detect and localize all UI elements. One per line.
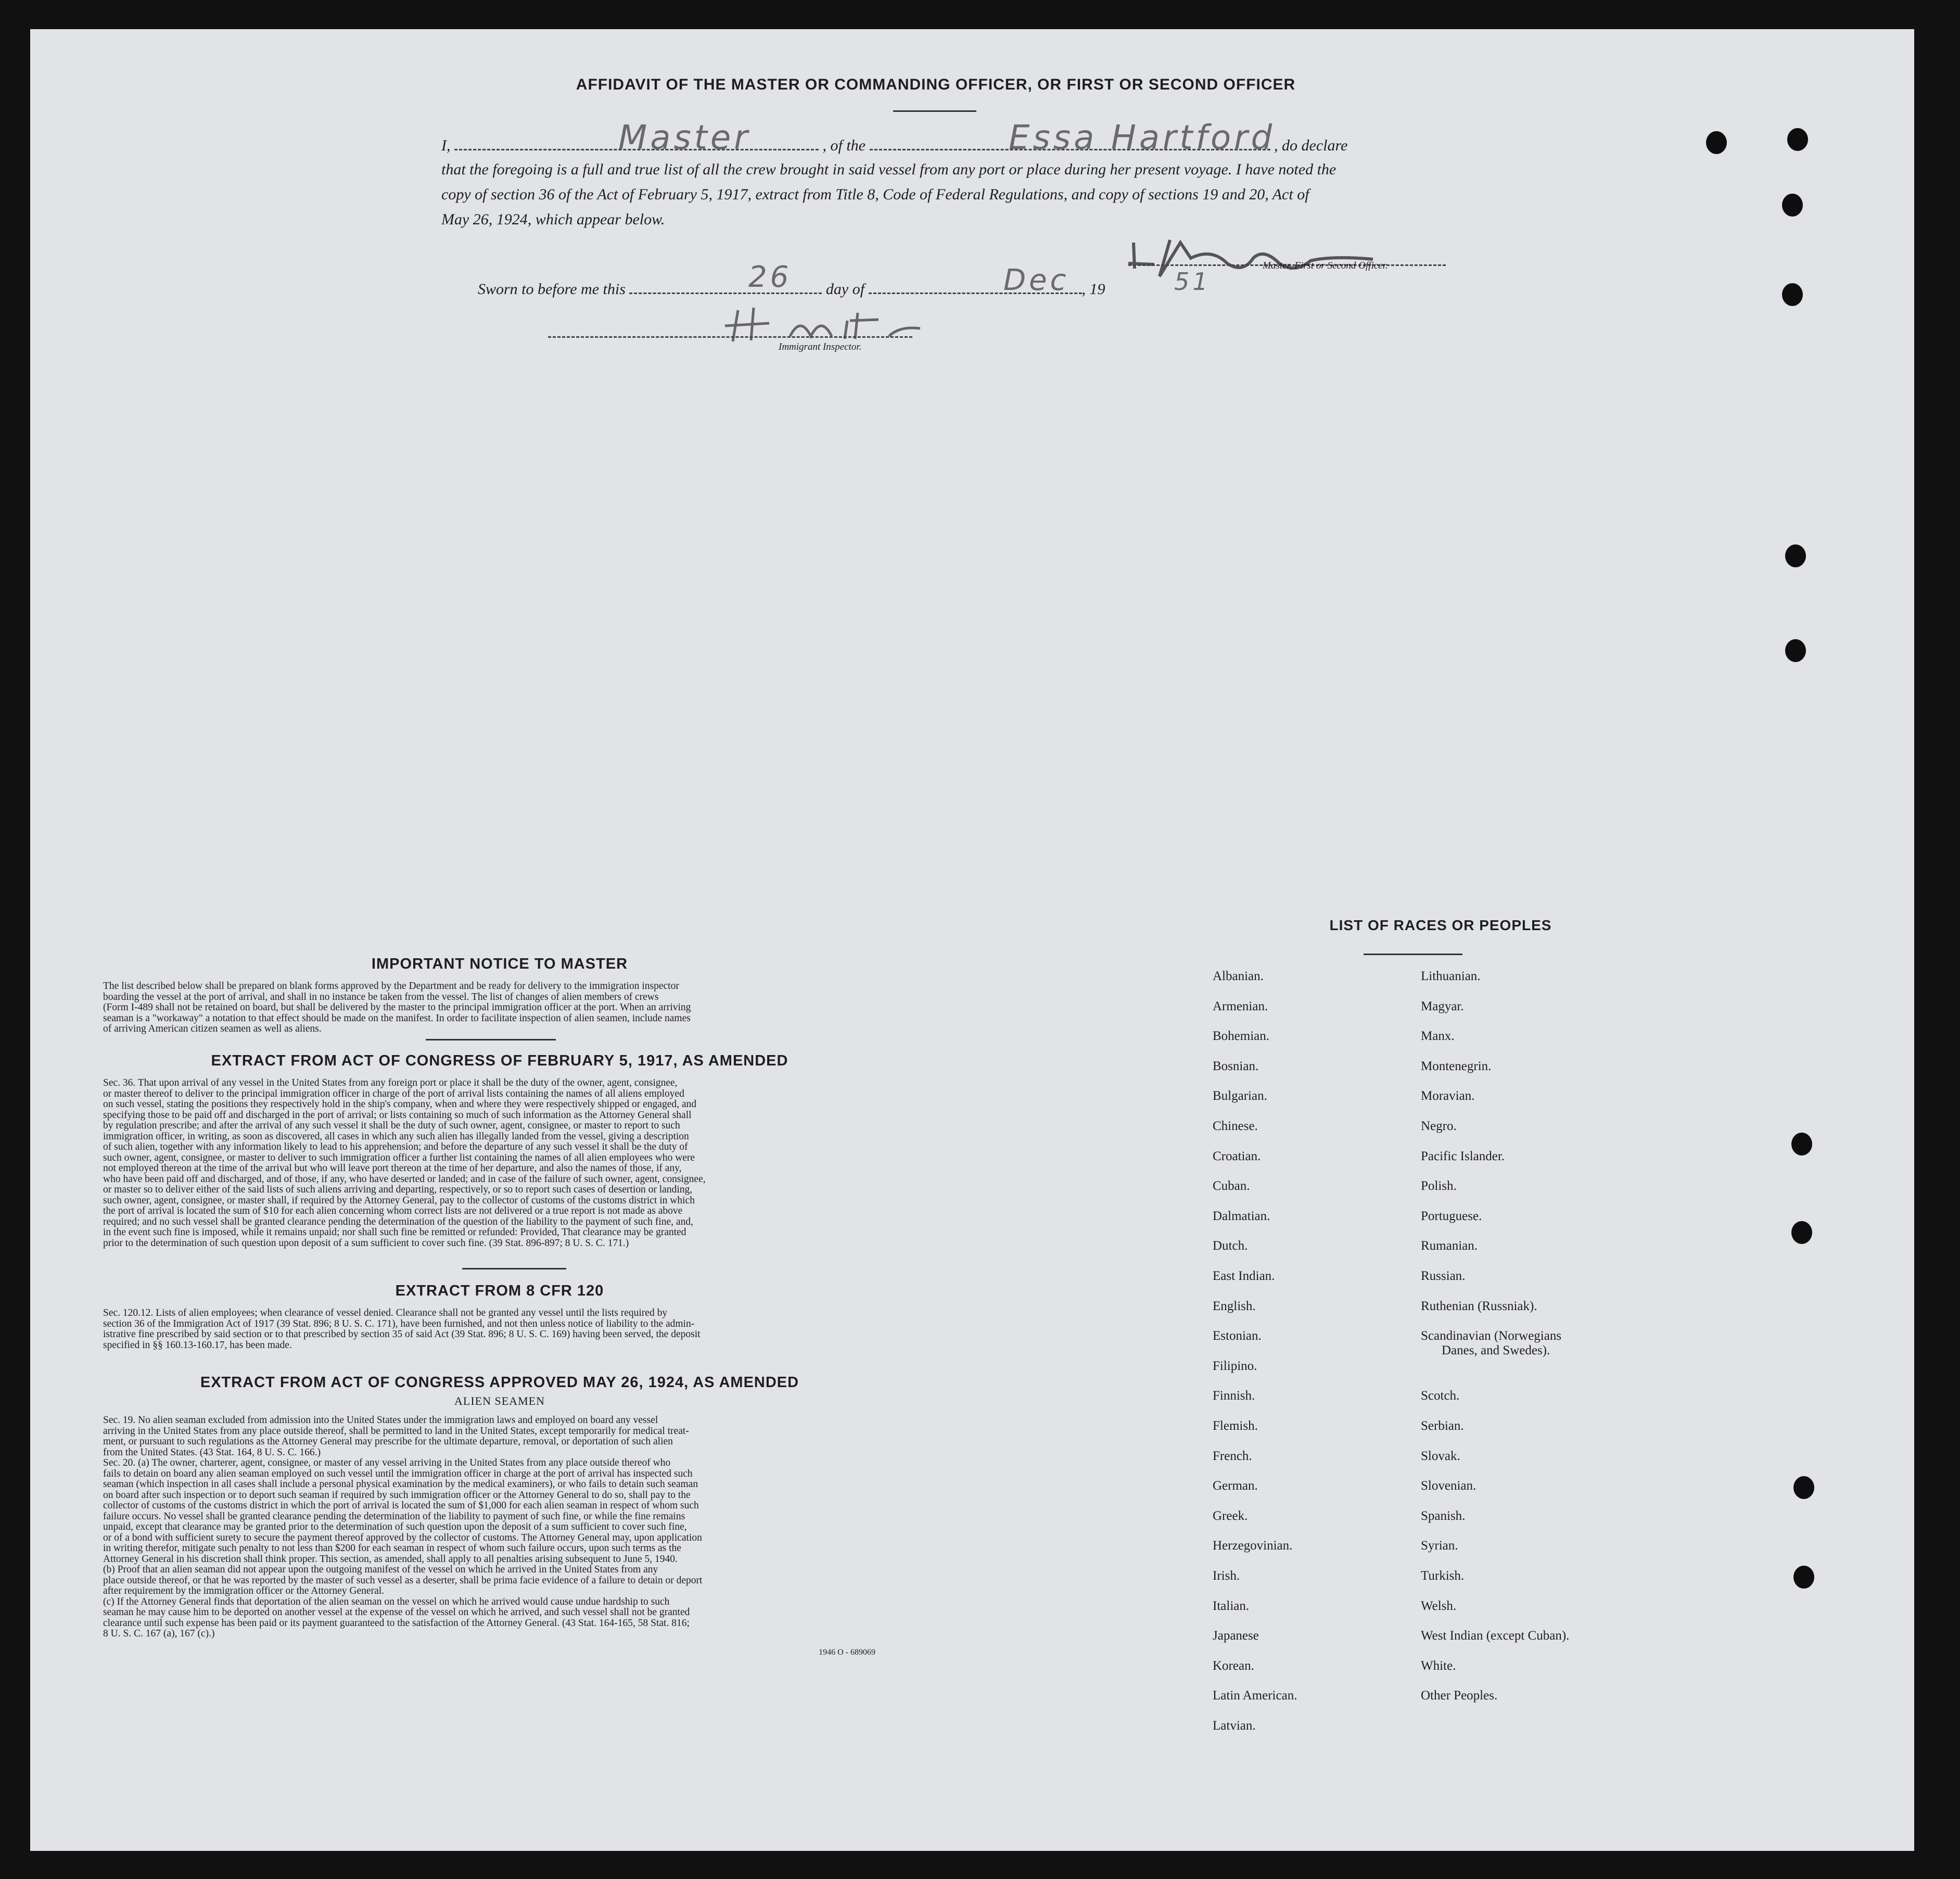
extract-1917-section xyxy=(103,1052,896,1249)
race-item: Lithuanian. xyxy=(1421,969,1481,983)
race-item: Serbian. xyxy=(1421,1419,1464,1433)
text-line: seaman (which inspection in all cases shall include a personal physical examination by the medical examiners), or who fails to detain such seaman xyxy=(103,1479,698,1490)
punch-hole xyxy=(1785,544,1806,567)
race-item: Portuguese. xyxy=(1421,1209,1482,1223)
text-line: of arriving American citizen seamen as well as aliens. xyxy=(103,1024,322,1034)
text-line: in writing therefor, mitigate such penalty to not less than $200 for each seaman in respect of whom such failure occurs, upon such terms as the xyxy=(103,1543,681,1554)
text-do-declare: , do declare xyxy=(1274,137,1348,154)
handwritten-day: 26 xyxy=(748,260,792,294)
race-item: French. xyxy=(1213,1449,1252,1463)
text-line: section 36 of the Immigration Act of 1917 (39 Stat. 896; 8 U. S. C. 171), have been furnished, and not then unless notice of liability to the admin- xyxy=(103,1318,695,1329)
race-item: Pacific Islander. xyxy=(1421,1149,1505,1163)
race-item: Estonian. xyxy=(1213,1329,1262,1343)
race-item: Negro. xyxy=(1421,1119,1457,1133)
race-item: Turkish. xyxy=(1421,1569,1465,1583)
text-line: prior to the determination of such question upon deposit of a sum sufficient to cover such fine. (39 Stat. 896-897; 8 U. S. C. 171.) xyxy=(103,1238,629,1249)
text-line: specified in §§ 160.13-160.17, has been made. xyxy=(103,1340,292,1351)
race-item: Danes, and Swedes). xyxy=(1442,1343,1550,1358)
race-item: White. xyxy=(1421,1658,1456,1673)
affidavit-heading: AFFIDAVIT OF THE MASTER OR COMMANDING OFFICER, OR FIRST OR SECOND OFFICER xyxy=(576,76,1296,93)
extract-1924-title: EXTRACT FROM ACT OF CONGRESS APPROVED MAY 26, 1924, AS AMENDED xyxy=(200,1374,799,1391)
text-line: unpaid, except that clearance may be granted prior to the determination of such question upon the deposit of a sum sufficient to cover such fine, xyxy=(103,1522,687,1532)
text-line: Attorney General in his discretion shall think proper. This section, as amended, shall apply to all penalties arising subsequent to June 5, 1940. xyxy=(103,1554,678,1565)
race-item: Irish. xyxy=(1213,1569,1240,1583)
text-line: of such alien, together with any information likely to lead to his apprehension; and before the departure of any such vessel it shall be the duty of xyxy=(103,1142,688,1152)
extract-1924-section xyxy=(103,1374,896,1657)
text-year: , 19 xyxy=(1081,281,1105,298)
day-field xyxy=(629,279,822,294)
race-item: Latvian. xyxy=(1213,1719,1256,1733)
text-line: immigration officer, in writing, as soon as discovered, all cases in which any such alien has illegally landed from the vessel, giving a description xyxy=(103,1131,689,1142)
race-item: Manx. xyxy=(1421,1029,1455,1044)
race-item: German. xyxy=(1213,1479,1258,1493)
text-line: the port of arrival is located the sum of $10 for each alien concerning whom correct lists are not delivered or a true report is not made as above xyxy=(103,1206,683,1216)
handwritten-rank: Master xyxy=(618,119,751,157)
text-line: or master so to deliver either of the said lists of such aliens arriving and departing, respectively, or so to report such cases of desertion or landing, xyxy=(103,1185,693,1195)
print-code: 1946 O - 689069 xyxy=(819,1647,875,1657)
declaration-line xyxy=(441,133,1493,158)
text-line: boarding the vessel at the port of arrival, and shall in no instance be taken from the vessel. The list of changes of alien members of crews xyxy=(103,992,659,1002)
race-item: Bulgarian. xyxy=(1213,1089,1267,1103)
text-line: place outside thereof, or that he was reported by the master of such vessel as a deserter, shall be prima facie evidence of a failure to detain or deport xyxy=(103,1575,703,1586)
text-line: istrative fine prescribed by said section or to that prescribed by section 35 of said Act (39 Stat. 896; 8 U. S. C. 169) having been served, the deposit xyxy=(103,1329,701,1340)
race-item: Filipino. xyxy=(1213,1359,1257,1373)
text-line: (b) Proof that an alien seaman did not appear upon the outgoing manifest of the vessel on which he arrived in the United States from any xyxy=(103,1565,658,1575)
text-line: seaman is a "workaway" a notation to that effect should be made on the manifest. In order to facilitate inspection of alien seamen, include names xyxy=(103,1013,691,1024)
race-item: Russian. xyxy=(1421,1269,1466,1283)
race-item: Polish. xyxy=(1421,1179,1457,1194)
text-line: clearance until such expense has been paid or its payment guaranteed to the satisfaction of the Attorney General. (43 Stat. 164-165, 58 Stat. 816; xyxy=(103,1618,690,1629)
text-line: or of a bond with sufficient surety to secure the payment thereof approved by the collector of customs. The Attorney General may, upon application xyxy=(103,1532,702,1543)
extract-cfr-section xyxy=(103,1283,896,1351)
text-line: Sec. 20. (a) The owner, charterer, agent, consignee, or master of any vessel arriving in the United States from any place outside thereof who xyxy=(103,1458,671,1468)
race-item: Dutch. xyxy=(1213,1239,1248,1253)
text-line: by regulation prescribe; and after the arrival of any such vessel it shall be the duty of such owner, agent, consignee, or master to report to such xyxy=(103,1121,680,1131)
text-line: The list described below shall be prepared on blank forms approved by the Department and be ready for delivery to the immigration inspector xyxy=(103,981,679,992)
text-line: seaman he may cause him to be deported on another vessel at the expense of the vessel on which he arrived, and such vessel shall not be granted xyxy=(103,1607,690,1618)
race-item: Chinese. xyxy=(1213,1119,1258,1133)
punch-hole xyxy=(1785,639,1806,662)
affidavit-body-line: May 26, 1924, which appear below. xyxy=(441,211,665,228)
divider xyxy=(462,1268,566,1269)
race-item: Scotch. xyxy=(1421,1389,1460,1403)
punch-hole xyxy=(1706,131,1727,154)
punch-hole xyxy=(1787,128,1808,151)
punch-hole xyxy=(1782,194,1803,217)
text-line: or master thereof to deliver to the principal immigration officer in charge of the port of arrival lists containing the names of all aliens employed xyxy=(103,1088,684,1099)
text-line: required; and no such vessel shall be granted clearance pending the determination of the question of the liability to the payment of such fine, and, xyxy=(103,1216,693,1227)
text-line: from the United States. (43 Stat. 164, 8 U. S. C. 166.) xyxy=(103,1447,321,1458)
text-line: such owner, agent, consignee, or master shall, if required by the Attorney General, pay to the collector of customs of the customs district in which xyxy=(103,1195,695,1206)
race-item: Slovenian. xyxy=(1421,1479,1477,1493)
text-line: Sec. 19. No alien seaman excluded from admission into the United States under the immigration laws and employed on board any vessel xyxy=(103,1415,658,1426)
extract-1924-text xyxy=(103,1415,896,1640)
race-item: Herzegovinian. xyxy=(1213,1539,1293,1553)
document-page xyxy=(30,29,1914,1851)
inspector-line xyxy=(548,323,912,338)
text-line: fails to detain on board any alien seaman employed on such vessel until the immigration officer in charge at the port of arrival has inspected such xyxy=(103,1468,693,1479)
text-sworn: Sworn to before me this xyxy=(478,281,626,298)
races-title: LIST OF RACES OR PEOPLES xyxy=(1329,917,1552,933)
text-i: I, xyxy=(441,137,451,154)
race-item: Scandinavian (Norwegians xyxy=(1421,1329,1562,1343)
text-line: on such vessel, stating the positions they respectively hold in the ship's company, when and where they were respectively shipped or engaged, and xyxy=(103,1099,696,1110)
text-line: on board after such inspection or to deport such seaman if required by such immigration officer or the Attorney General to do so, shall pay to the xyxy=(103,1490,691,1501)
race-item: Italian. xyxy=(1213,1598,1250,1613)
race-item: Rumanian. xyxy=(1421,1239,1478,1253)
text-line: ment, or pursuant to such regulations as the Attorney General may prescribe for the ultimate departure, removal, or deportation of such alien xyxy=(103,1437,673,1447)
race-item: Dalmatian. xyxy=(1213,1209,1270,1223)
punch-hole xyxy=(1791,1133,1812,1156)
race-item: Magyar. xyxy=(1421,999,1464,1013)
text-of-the: , of the xyxy=(822,137,866,154)
extract-1917-text xyxy=(103,1078,896,1249)
race-item: Montenegrin. xyxy=(1421,1059,1492,1073)
notice-text xyxy=(103,981,896,1035)
race-item: Other Peoples. xyxy=(1421,1688,1498,1703)
extract-cfr-text xyxy=(103,1308,896,1351)
text-line: in the event such fine is imposed, while it remains unpaid; nor shall such fine be remitted or refunded: Provided, That clearance may be granted xyxy=(103,1227,686,1238)
text-line: after requirement by the immigration officer or the Attorney General. xyxy=(103,1586,385,1596)
race-item: East Indian. xyxy=(1213,1269,1275,1283)
race-item: Japanese xyxy=(1213,1629,1259,1643)
race-item: Armenian. xyxy=(1213,999,1268,1013)
notice-title: IMPORTANT NOTICE TO MASTER xyxy=(371,956,628,972)
text-line: arriving in the United States from any place outside thereof, shall be permitted to land in the United States, except temporarily for medical treat- xyxy=(103,1426,689,1437)
race-item: Croatian. xyxy=(1213,1149,1261,1163)
race-item: Bosnian. xyxy=(1213,1059,1259,1073)
text-line: such owner, agent, consignee, or master to deliver to such immigration officer a further list containing the names of all alien employees who were xyxy=(103,1152,695,1163)
text-line: (c) If the Attorney General finds that deportation of the alien seaman on the vessel on which he arrived would cause undue hardship to such xyxy=(103,1596,670,1607)
text-line: 8 U. S. C. 167 (a), 167 (c).) xyxy=(103,1629,215,1639)
extract-cfr-title: EXTRACT FROM 8 CFR 120 xyxy=(395,1283,604,1299)
race-item: Latin American. xyxy=(1213,1688,1297,1703)
race-item: English. xyxy=(1213,1299,1256,1313)
race-item: Moravian. xyxy=(1421,1089,1475,1103)
text-line: failure occurs. No vessel shall be granted clearance pending the determination of the liability to payment of such fine, or while the fine remains xyxy=(103,1511,685,1522)
punch-hole xyxy=(1782,283,1803,306)
race-item: Syrian. xyxy=(1421,1539,1458,1553)
race-item: West Indian (except Cuban). xyxy=(1421,1629,1570,1643)
text-line: who have been paid off and discharged, and of those, if any, who have deserted or landed; and in case of the failure of such owner, agent, consignee, xyxy=(103,1174,706,1185)
affidavit-body-line: that the foregoing is a full and true list of all the crew brought in said vessel from any port or place during her present voyage. I have noted the xyxy=(441,161,1337,178)
handwritten-vessel-name: Essa Hartford xyxy=(1009,119,1276,157)
text-line: (Form I-489 shall not be retained on board, but shall be delivered by the master to the principal immigration officer at the port. When an arriving xyxy=(103,1002,691,1013)
notice-section xyxy=(103,956,896,1035)
divider xyxy=(893,110,976,112)
handwritten-month: Dec xyxy=(1003,263,1070,297)
race-item: Bohemian. xyxy=(1213,1029,1270,1044)
master-caption: Master, First or Second Officer. xyxy=(1263,260,1388,271)
text-line: specifying those to be paid off and discharged in the port of arrival; or lists containing so much of such information as the Attorney General shall xyxy=(103,1110,692,1121)
race-item: Spanish. xyxy=(1421,1508,1466,1523)
race-item: Slovak. xyxy=(1421,1449,1460,1463)
text-day-of: day of xyxy=(825,281,865,298)
divider xyxy=(1364,954,1462,955)
text-line: Sec. 120.12. Lists of alien employees; when clearance of vessel denied. Clearance shall not be granted any vessel until the lists required by xyxy=(103,1308,668,1318)
divider xyxy=(426,1039,556,1040)
race-item: Cuban. xyxy=(1213,1179,1250,1194)
race-item: Finnish. xyxy=(1213,1389,1255,1403)
extract-1917-title: EXTRACT FROM ACT OF CONGRESS OF FEBRUARY 5, 1917, AS AMENDED xyxy=(211,1052,788,1069)
punch-hole xyxy=(1793,1476,1814,1499)
race-item: Welsh. xyxy=(1421,1598,1457,1613)
inspector-caption: Immigrant Inspector. xyxy=(779,341,862,352)
race-item: Korean. xyxy=(1213,1658,1254,1673)
text-line: collector of customs of the customs district in which the port of arrival is located the sum of $1,000 for each alien seaman in respect of whom such xyxy=(103,1501,699,1511)
race-item: Greek. xyxy=(1213,1508,1248,1523)
handwritten-year: 51 xyxy=(1174,268,1211,296)
punch-hole xyxy=(1793,1566,1814,1589)
race-item: Flemish. xyxy=(1213,1419,1258,1433)
text-line: Sec. 36. That upon arrival of any vessel in the United States from any foreign port or place it shall be the duty of the owner, agent, consignee, xyxy=(103,1078,678,1088)
affidavit-body-line: copy of section 36 of the Act of February 5, 1917, extract from Title 8, Code of Federal Regulations, and copy of sections 19 and 20, Act of xyxy=(441,186,1309,203)
race-item: Ruthenian (Russniak). xyxy=(1421,1299,1537,1313)
punch-hole xyxy=(1791,1221,1812,1244)
race-item: Albanian. xyxy=(1213,969,1264,983)
text-line: not employed thereon at the time of the arrival but who will leave port thereon at the time of her departure, and also the names of those, if any, xyxy=(103,1163,682,1174)
alien-seamen-subtitle: ALIEN SEAMEN xyxy=(454,1394,545,1407)
